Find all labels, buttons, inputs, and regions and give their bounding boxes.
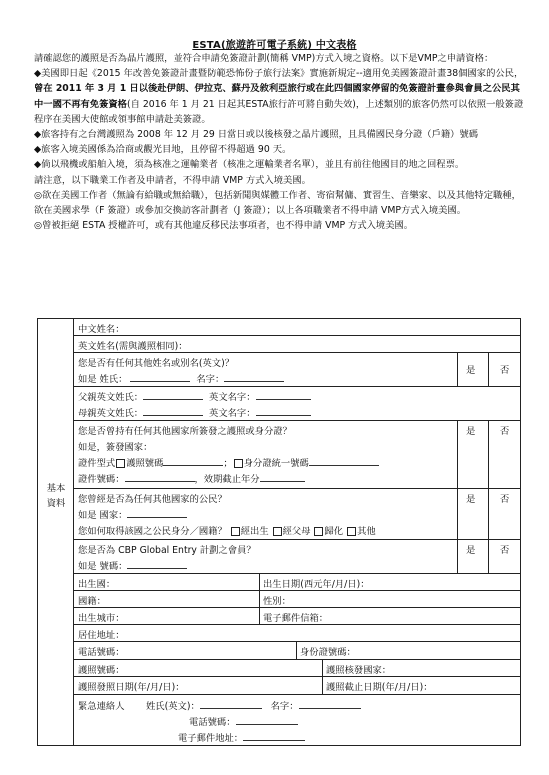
intro-paragraph-3: ◎欲在美國工作者（無論有給職或無給職），包括新聞與媒體工作者、寄宿幫傭、實習生、音樂家、以及其他特定職種，欲在美國求學（F 簽證）或參加交換訪客計劃者（J 簽證）；以上各項職業者不得申請 VMP方式入境美國。 (34, 189, 521, 217)
yes-option[interactable]: 是 (466, 545, 476, 556)
other-name-fields (78, 371, 284, 385)
father-given-label: 英文名字： (209, 392, 256, 403)
id-number-label: 身份證號碼： (300, 647, 356, 658)
divider (457, 489, 458, 539)
nationality-label: 國籍： (78, 596, 106, 607)
birth-city-label: 出生城市： (78, 613, 125, 624)
divider (322, 677, 323, 694)
naturalized-label: 歸化 (324, 526, 344, 537)
father-surname-label: 父親英文姓氏： (78, 392, 144, 403)
id-no-field[interactable] (309, 456, 379, 466)
yes-option[interactable]: 是 (466, 494, 476, 505)
passport-checkbox[interactable] (116, 459, 125, 468)
other-surname-field[interactable] (130, 372, 190, 382)
by-birth-label: 經出生 (240, 526, 269, 537)
doc-no-label: 證件號碼： (78, 474, 125, 485)
no-option[interactable]: 否 (500, 426, 510, 437)
other-passport-question: 您是否曾持有任何其他國家所簽發之護照或身分證？ (78, 426, 292, 437)
row-other-name (74, 353, 520, 387)
other-citizen-question: 您曾經是否為任何其他國家的公民？ (78, 494, 227, 505)
divider (259, 591, 260, 607)
section-column (38, 319, 74, 745)
english-name-label: 英文姓名(需與護照相同)： (78, 341, 188, 352)
doc-no-fields (78, 471, 305, 485)
divider (296, 642, 297, 659)
passport-number-label: 護照號碼： (78, 665, 125, 676)
ec-phone-label: 電話號碼： (189, 717, 236, 728)
divider (457, 353, 458, 386)
row-phone (74, 642, 520, 660)
doc-no-field[interactable] (125, 472, 195, 482)
intro-paragraph-4: ◎曾被拒絕 ESTA 授權許可，或有其他違反移民法事項者，也不得申請 VMP 方式入境美國。 (34, 220, 414, 232)
mother-given-label: 英文名字： (209, 408, 256, 419)
row-nationality (74, 591, 520, 608)
row-english-name (74, 336, 520, 353)
intro-text (34, 51, 526, 233)
divider (259, 574, 260, 590)
father-fields (78, 389, 311, 403)
page-title (0, 36, 549, 51)
id-no-label: 身分證統一號碼 (243, 458, 309, 469)
expiry-year-label: ，效期截止年分 (194, 474, 260, 485)
title-text: ESTA(旅遊許可電子系統) 中文表格 (192, 40, 357, 51)
global-entry-fields (78, 558, 187, 572)
row-other-citizenship (74, 489, 520, 540)
doc-type-fields: 證件型式 護照號碼 ； 身分證統一號碼 (78, 455, 379, 469)
issuing-country-field-label: 護照核發國家： (326, 665, 392, 676)
intro-paragraph-2: 請注意，以下職業工作者及申請者，不得申請 VMP 方式入境美國。 (34, 174, 311, 186)
bullet-3: ◆旅客入境美國係為洽商或觀光目地，且停留不得超過 90 天。 (34, 144, 292, 156)
by-parent-label: 經父母 (282, 526, 311, 537)
row-address (74, 625, 520, 642)
birth-date-label: 出生日期(西元年/月/日)： (263, 579, 370, 590)
divider (488, 489, 489, 539)
bullet-1-bold: 曾在 2011 年 3 月 1 日以後赴伊朗、伊拉克、蘇丹及敘利亞旅行或在此四個國家停留的免簽證計畫參與會員之公民其中一國不再有免簽資格 (34, 83, 520, 110)
row-passport-dates (74, 677, 520, 695)
bullet-2: ◆旅客持有之台灣護照為 2008 年 12 月 29 日當日或以後核發之晶片護照，且具備國民身分證（戶籍）號碼 (34, 129, 479, 141)
father-surname-field[interactable] (143, 390, 203, 400)
citizen-country-label: 如是 國家： (78, 510, 128, 521)
divider (488, 421, 489, 488)
row-chinese-name (74, 319, 520, 336)
bullet-1-tail: (自 2016 年 1 月 21 日起其ESTA旅行許可將自動失效)，上述類別的旅客仍然可以依照一般簽證程序在美國大使館或領事館申請赴美簽證。 (34, 98, 524, 125)
other-given-label: 名字： (196, 374, 225, 385)
application-form-table (37, 318, 521, 746)
passport-no-label: 護照號碼 (126, 458, 164, 469)
other-surname-label: 如是 姓氏： (78, 374, 128, 385)
emergency-name-fields (146, 698, 361, 712)
ec-surname-field[interactable] (200, 699, 262, 709)
passport-no-field[interactable] (163, 456, 223, 466)
ec-given-field[interactable] (299, 699, 361, 709)
mother-given-field[interactable] (256, 406, 311, 416)
ec-email-field[interactable] (243, 731, 305, 741)
yes-option[interactable]: 是 (466, 426, 476, 437)
row-global-entry (74, 540, 520, 574)
row-birth-city (74, 608, 520, 625)
mother-surname-label: 母親英文姓氏： (78, 408, 144, 419)
divider (457, 421, 458, 488)
other-checkbox[interactable] (347, 527, 356, 536)
global-entry-question: 您是否為 CBP Global Entry 計劃之會員？ (78, 545, 256, 556)
yes-option[interactable]: 是 (466, 365, 476, 376)
how-obtain-fields (78, 523, 376, 537)
section-label (38, 481, 74, 511)
expiry-date-label: 護照截止日期(年/月/日)： (326, 682, 433, 693)
no-option[interactable]: 否 (500, 365, 510, 376)
mother-surname-field[interactable] (143, 406, 203, 416)
other-name-question: 您是否有任何其他姓名或別名(英文)？ (78, 358, 235, 369)
row-other-passport (74, 421, 520, 489)
id-checkbox[interactable] (234, 459, 243, 468)
father-given-field[interactable] (256, 390, 311, 400)
emergency-email-fields (178, 730, 305, 744)
row-passport (74, 660, 520, 677)
gender-label: 性別： (263, 596, 291, 607)
address-label: 居住地址： (78, 630, 125, 641)
row-emergency-contact (74, 695, 520, 747)
birth-checkbox[interactable] (231, 527, 240, 536)
row-birth (74, 574, 520, 591)
citizen-country-fields (78, 507, 187, 521)
bullet-4: ◆倘以飛機或船舶入境，須為核准之運輸業者（核准之運輸業者名單），並且有前往他國目的地之回程票。 (34, 159, 465, 171)
citizen-country-field[interactable] (127, 508, 187, 518)
bullet-1-text: ◆美國即日起《2015 年改善免簽證計畫暨防範恐怖份子旅行法案》實施新規定--適用免美國簽證計畫38個國家的公民， (34, 68, 524, 80)
mother-fields (78, 405, 311, 419)
divider (322, 660, 323, 676)
section-label-line-1: 基本 (46, 483, 66, 494)
divider (457, 540, 458, 573)
chinese-name-label: 中文姓名： (78, 324, 125, 335)
divider (488, 540, 489, 573)
doc-type-label: 證件型式 (78, 458, 116, 469)
global-entry-no-label: 如是 號碼： (78, 561, 128, 572)
global-entry-no-field[interactable] (127, 559, 187, 569)
ec-email-label: 電子郵件地址： (178, 733, 244, 744)
other-label: 其他 (357, 526, 376, 537)
other-given-field[interactable] (224, 372, 284, 382)
no-option[interactable]: 否 (500, 494, 510, 505)
emergency-contact-label: 緊急連絡人 (78, 701, 125, 712)
divider (259, 608, 260, 624)
ec-surname-label: 姓氏(英文)： (146, 701, 200, 712)
ec-phone-field[interactable] (236, 715, 298, 725)
expiry-year-field[interactable] (260, 472, 305, 482)
phone-label: 電話號碼： (78, 647, 125, 658)
naturalized-checkbox[interactable] (314, 527, 323, 536)
section-label-line-2: 資料 (46, 498, 66, 509)
issuing-country-label: 如是，簽發國家： (78, 442, 153, 453)
emergency-phone-fields (189, 714, 298, 728)
bullet-1 (34, 66, 526, 127)
email-label: 電子郵件信箱： (263, 613, 329, 624)
no-option[interactable]: 否 (500, 545, 510, 556)
ec-given-label: 名字： (270, 701, 299, 712)
row-parents (74, 387, 520, 421)
divider (488, 353, 489, 386)
issue-date-label: 護照發照日期(年/月/日)： (78, 682, 185, 693)
how-obtain-label: 您如何取得該國之公民身分／國籍？ (78, 526, 227, 537)
intro-paragraph-1: 請確認您的護照是否為晶片護照，並符合申請免簽證計劃(簡稱 VMP)方式入境之資格。以下是VMP之申請資格： (34, 53, 494, 64)
birth-country-label: 出生國： (78, 579, 116, 590)
parent-checkbox[interactable] (273, 527, 282, 536)
